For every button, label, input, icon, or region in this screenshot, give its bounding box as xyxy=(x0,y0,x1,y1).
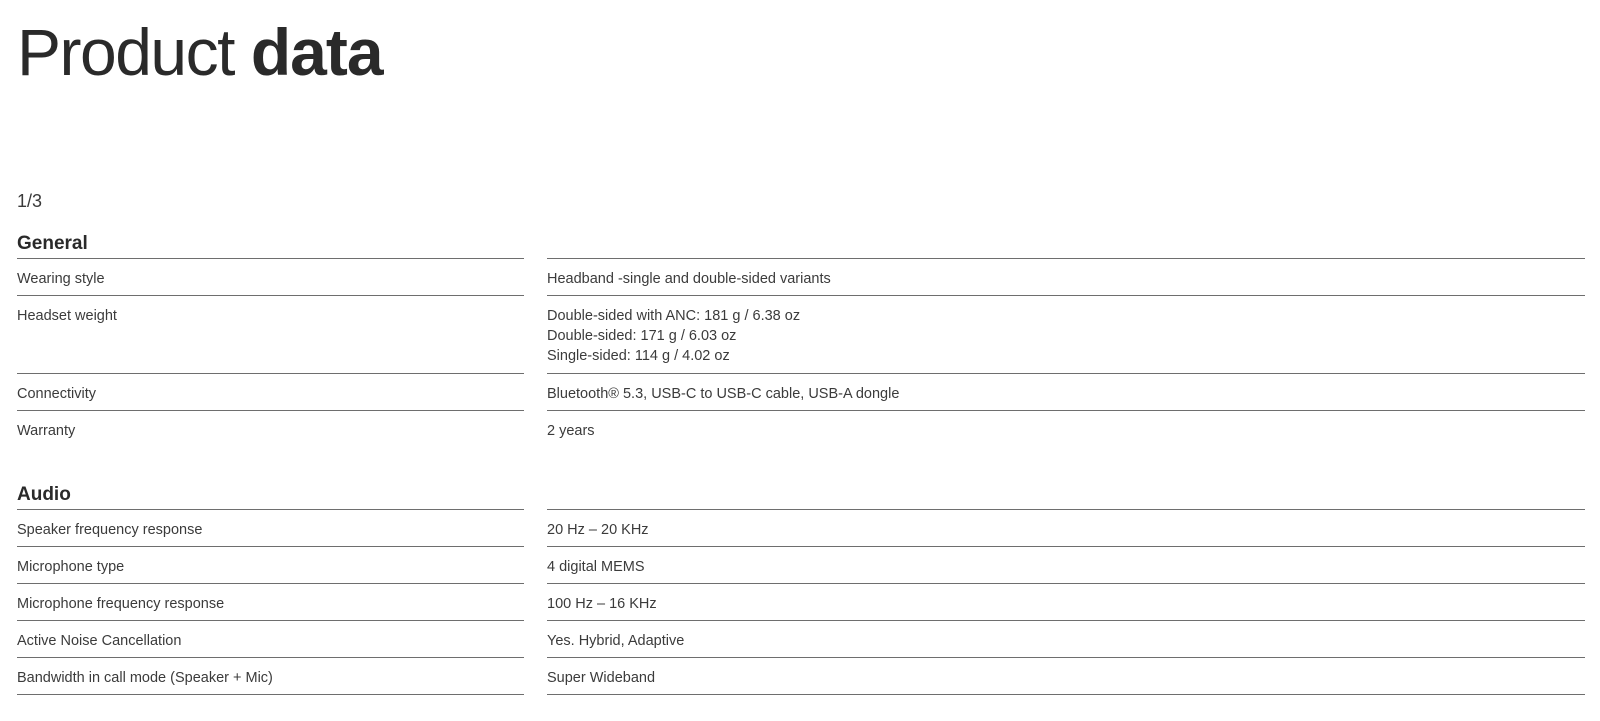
spec-label: Warranty xyxy=(17,410,524,447)
spec-value-line: Headband -single and double-sided variants xyxy=(547,271,831,287)
spec-label: Microphone frequency response xyxy=(17,583,524,620)
page-title-light: Product xyxy=(17,15,234,89)
spec-label: Connectivity xyxy=(17,373,524,410)
spec-value xyxy=(547,509,1585,546)
section-title-audio: Audio xyxy=(17,484,71,505)
page-title-bold: data xyxy=(250,15,383,89)
spec-row-speaker-frequency xyxy=(17,509,1585,546)
spec-table-general xyxy=(17,258,1585,447)
spec-label: Wearing style xyxy=(17,258,524,295)
pager-indicator: 1/3 xyxy=(17,191,43,211)
spec-row-headset-weight xyxy=(17,295,1585,373)
section-title-general: General xyxy=(17,233,88,254)
spec-value xyxy=(547,258,1585,295)
section-general xyxy=(17,230,1585,447)
spec-value-line: Bluetooth® 5.3, USB-C to USB-C cable, USB-A dongle xyxy=(547,386,900,402)
spec-value xyxy=(547,546,1585,583)
spec-row-wearing-style xyxy=(17,258,1585,295)
spec-value xyxy=(547,373,1585,410)
spec-value-line: 100 Hz – 16 KHz xyxy=(547,596,657,612)
spec-value-line: 2 years xyxy=(547,423,595,439)
spec-value xyxy=(547,410,1585,447)
section-audio xyxy=(17,481,1585,695)
spec-label: Active Noise Cancellation xyxy=(17,620,524,657)
spec-label: Headset weight xyxy=(17,295,524,373)
page-title xyxy=(17,12,383,92)
spec-value-line: Double-sided with ANC: 181 g / 6.38 oz xyxy=(547,308,801,324)
spec-value-line: 4 digital MEMS xyxy=(547,559,645,575)
spec-value-line: Single-sided: 114 g / 4.02 oz xyxy=(547,348,730,364)
spec-row-anc xyxy=(17,620,1585,657)
spec-label: Bandwidth in call mode (Speaker + Mic) xyxy=(17,657,524,695)
spec-value-line: 20 Hz – 20 KHz xyxy=(547,522,649,538)
spec-value xyxy=(547,657,1585,695)
spec-row-microphone-frequency xyxy=(17,583,1585,620)
spec-row-connectivity xyxy=(17,373,1585,410)
spec-value-line: Double-sided: 171 g / 6.03 oz xyxy=(547,328,737,344)
spec-label: Microphone type xyxy=(17,546,524,583)
spec-row-warranty xyxy=(17,410,1585,447)
spec-value-line: Super Wideband xyxy=(547,670,656,686)
spec-value xyxy=(547,583,1585,620)
spec-value-line: Yes. Hybrid, Adaptive xyxy=(547,633,685,649)
spec-row-bandwidth xyxy=(17,657,1585,695)
spec-value xyxy=(547,620,1585,657)
spec-row-microphone-type xyxy=(17,546,1585,583)
spec-value xyxy=(547,295,1585,373)
spec-table-audio xyxy=(17,509,1585,695)
spec-label: Speaker frequency response xyxy=(17,509,524,546)
